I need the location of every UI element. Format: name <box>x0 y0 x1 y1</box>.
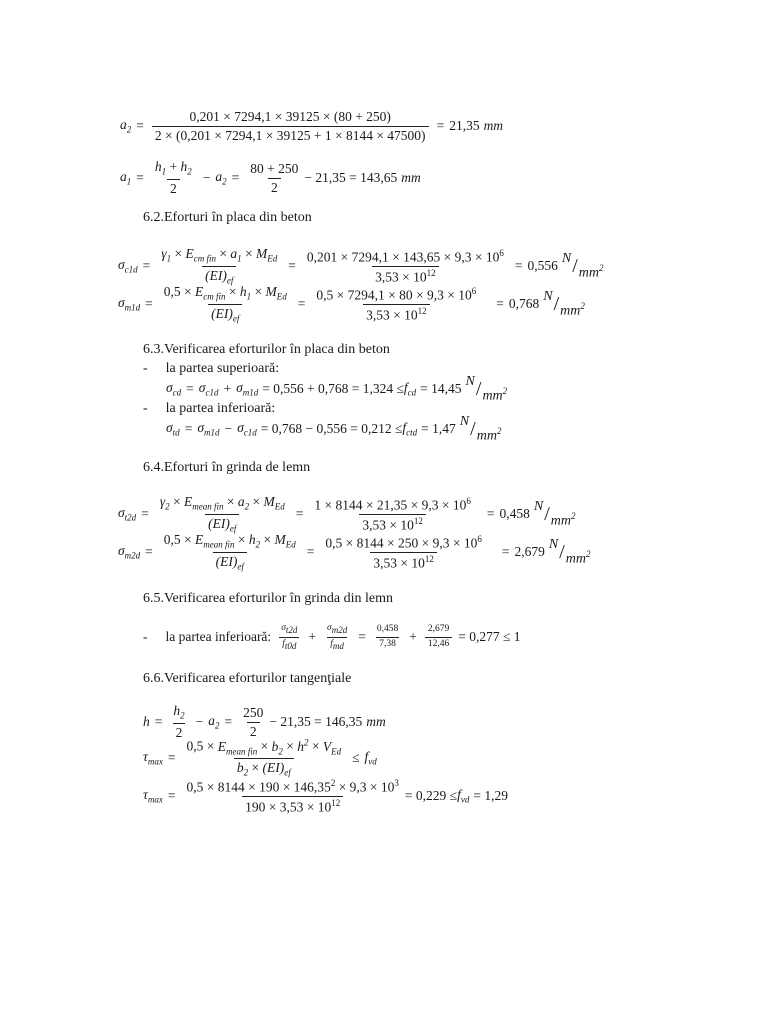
sm2d-numerator: 0,5 × 8144 × 250 × 9,3 × 10 <box>325 535 478 550</box>
equation-tau-formula: $\tau_{max}$ = $\frac{0,5 \times E_{mean fin} \times b_2 \times h^2 \times V_{Ed}}{b_2 \times (EI)_{ef}}$ ≤ $f_{vd}$ <box>143 737 377 778</box>
check-result: = 0,277 ≤ 1 <box>458 629 521 645</box>
section-6-4-heading: 6.4.Eforturi în grinda de lemn <box>143 460 311 475</box>
bullet-inferior: - la partea inferioară: <box>143 401 276 416</box>
a2-unit: mm <box>483 118 504 134</box>
equation-h: h = $\frac{h_2}{2}$ − $a_2$ = $\frac{250}{2}$ − 21,35 = 146,35 mm <box>143 703 386 741</box>
sm1d-result: 0,768 <box>508 296 540 312</box>
a2-denominator: 2 × (0,201 × 7294,1 × 39125 + 1 × 8144 × 47500) <box>152 126 429 143</box>
fctd-value: = 1,47 <box>421 421 456 437</box>
section-6-6-heading: 6.6.Verificarea eforturilor tangenţiale <box>143 671 352 686</box>
a1-numerator: 80 + 250 <box>250 161 299 176</box>
tau-numerator: 0,5 × 8144 × 190 × 146,35 <box>186 779 331 794</box>
a2-numerator: 0,201 × 7294,1 × 39125 × (80 + 250) <box>189 109 391 124</box>
sm2d-result: 2,679 <box>514 544 545 560</box>
sc1d-numerator: 0,201 × 7294,1 × 143,65 × 9,3 × 10 <box>306 249 500 264</box>
equation-wood-check: - la partea inferioară: $\frac{\sigma_{t2d}}{f_{t0d}}$ + $\frac{\sigma_{m2d}}{f_{md}}$ = $\frac{0,458}{7,38}$ + $\frac{2,679}{12,46}$ = 0,277 ≤ 1 <box>143 622 521 651</box>
section-6-2-heading: 6.2.Eforturi în placa din beton <box>143 210 312 225</box>
equation-tau-numeric: $\tau_{max}$ = $\frac{0,5 \times 8144 \times 190 \times 146,35^2 \times 9,3 \times 10^3}{190 \times 3,53 \times 10^{12}}$ = 0,229 ≤ $f_{vd}$ = 1,29 <box>143 777 508 814</box>
equation-a2: $a_2$ = $\frac{0,201 \times 7294,1 \times 39125 \times (80 + 250)}{2 \times (0,201 \times 7294,1 \times 39125 + 1 \times 8144 \times 47500)}$ = 21,35 mm <box>120 109 504 143</box>
sc1d-result: 0,556 <box>527 258 558 274</box>
fvd-value: = 1,29 <box>473 788 508 804</box>
equation-a1: $a_1$ = $\frac{h_1 + h_2}{2}$ − $a_2$ = $\frac{80 + 250}{2}$ − 21,35 = 143,65 mm <box>120 159 421 197</box>
equation-sigma-t2d: $\sigma_{t2d}$ = $\frac{\gamma_2 \times E_{mean fin} \times a_2 \times M_{Ed}}{(EI)_{ef}}$ = $\frac{1 \times 8144 \times 21,35 \times 9,3 \times 10^6}{3,53 \times 10^{12}}$ = 0,458 N / $mm^2$ <box>118 493 576 534</box>
section-6-3-heading: 6.3.Verificarea eforturilor în placa din beton <box>143 342 390 357</box>
a2-result: 21,35 <box>449 118 480 134</box>
tau-result: = 0,229 ≤ <box>404 788 458 804</box>
a1-tail: − 21,35 = 143,65 <box>304 170 398 186</box>
equation-sigma-td: $\sigma_{td}$ = $\sigma_{m1d}$ − $\sigma_{c1d}$ = 0,768 − 0,556 = 0,212 ≤ $f_{ctd}$ = 1,47 N / $mm^2$ <box>166 414 502 444</box>
st2d-result: 0,458 <box>499 506 530 522</box>
equation-sigma-m2d: $\sigma_{m2d}$ = $\frac{0,5 \times E_{mean fin} \times h_2 \times M_{Ed}}{(EI)_{ef}}$ = $\frac{0,5 \times 8144 \times 250 \times 9,3 \times 10^6}{3,53 \times 10^{12}}$ = 2,679 N / $mm^2$ <box>118 531 591 572</box>
equation-sigma-c1d: $\sigma_{c1d}$ = $\frac{\gamma_1 \times E_{cm fin} \times a_1 \times M_{Ed}}{(EI)_{ef}}$ = $\frac{0,201 \times 7294,1 \times 143,65 \times 9,3 \times 10^6}{3,53 \times 10^{12}}$ = 0,556 N / $mm^2$ <box>118 245 604 286</box>
fcd-value: = 14,45 <box>420 381 462 397</box>
equation-sigma-cd: $\sigma_{cd}$ = $\sigma_{c1d}$ + $\sigma_{m1d}$ = 0,556 + 0,768 = 1,324 ≤ $f_{cd}$ = 14,45 N / $mm^2$ <box>166 374 508 404</box>
sm1d-numerator: 0,5 × 7294,1 × 80 × 9,3 × 10 <box>316 287 472 302</box>
h-tail: − 21,35 = 146,35 <box>269 714 363 730</box>
section-6-5-heading: 6.5.Verificarea eforturilor în grinda din lemn <box>143 591 393 606</box>
bullet-superior: - la partea superioară: <box>143 361 280 376</box>
a1-denominator: 2 <box>268 178 281 195</box>
equation-sigma-m1d: $\sigma_{m1d}$ = $\frac{0,5 \times E_{cm fin} \times h_1 \times M_{Ed}}{(EI)_{ef}}$ = $\frac{0,5 \times 7294,1 \times 80 \times 9,3 \times 10^6}{3,53 \times 10^{12}}$ = 0,768 N / $mm^2$ <box>118 283 585 324</box>
st2d-numerator: 1 × 8144 × 21,35 × 9,3 × 10 <box>314 497 467 512</box>
a1-unit: mm <box>401 170 421 186</box>
